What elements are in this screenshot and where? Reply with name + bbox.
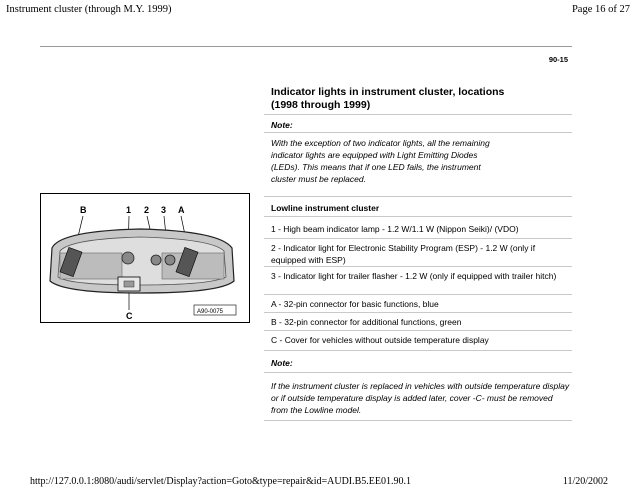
legend-item: 2 - Indicator light for Electronic Stability Program (ESP) - 1.2 W (only if equipped with ESP) <box>271 243 536 265</box>
note-label: Note: <box>271 120 293 130</box>
footer-url: http://127.0.0.1:8080/audi/servlet/Display?action=Goto&type=repair&id=AUDI.B5.EE01.90.1 <box>30 476 412 487</box>
figure-code: A90-0075 <box>197 309 224 315</box>
divider <box>264 294 572 295</box>
divider <box>264 330 572 331</box>
footer-date: 11/20/2002 <box>562 476 608 487</box>
page-header <box>0 0 638 20</box>
label-2: 2 <box>144 205 150 215</box>
note-label: Note: <box>271 358 293 368</box>
section-title: Indicator lights in instrument cluster, locations (1998 through 1999) <box>271 86 505 111</box>
label-a: A <box>178 205 185 215</box>
legend-item: C - Cover for vehicles without outside temperature display <box>271 335 489 345</box>
label-3: 3 <box>161 205 167 215</box>
page-indicator: Page 16 of 27 <box>571 4 630 15</box>
header-rule <box>40 46 572 47</box>
section-page-number: 90-15 <box>548 55 568 64</box>
divider <box>264 312 572 313</box>
legend-item: B - 32-pin connector for additional functions, green <box>271 317 462 327</box>
divider <box>264 266 572 267</box>
instrument-cluster-figure <box>40 193 250 323</box>
label-1: 1 <box>126 205 132 215</box>
note-text: If the instrument cluster is replaced in vehicles with outside temperature display or if outside temperature display is added later, cover -C- must be removed from the Lowline model. <box>271 381 570 415</box>
document-title: Instrument cluster (through M.Y. 1999) <box>6 4 172 15</box>
legend-item: 3 - Indicator light for trailer flasher - 1.2 W (only if equipped with trailer hitch) <box>271 271 557 281</box>
subsection-title: Lowline instrument cluster <box>271 203 380 213</box>
divider <box>264 114 572 115</box>
divider <box>264 238 572 239</box>
label-c: C <box>126 311 133 321</box>
label-b: B <box>80 205 87 215</box>
legend-item: A - 32-pin connector for basic functions, blue <box>271 299 439 309</box>
divider <box>264 132 572 133</box>
note-text: With the exception of two indicator lights, all the remaining indicator lights are equipped with Light Emitting Diodes (LEDs). This means that if one LED fails, the instrument cluster must be replaced. <box>271 138 490 184</box>
legend-item: 1 - High beam indicator lamp - 1.2 W/1.1 W (Nippon Seiki)/ (VDO) <box>271 224 519 234</box>
divider <box>264 420 572 421</box>
divider <box>264 350 572 351</box>
divider <box>264 216 572 217</box>
divider <box>264 196 572 197</box>
cluster-housing <box>50 229 234 293</box>
divider <box>264 372 572 373</box>
